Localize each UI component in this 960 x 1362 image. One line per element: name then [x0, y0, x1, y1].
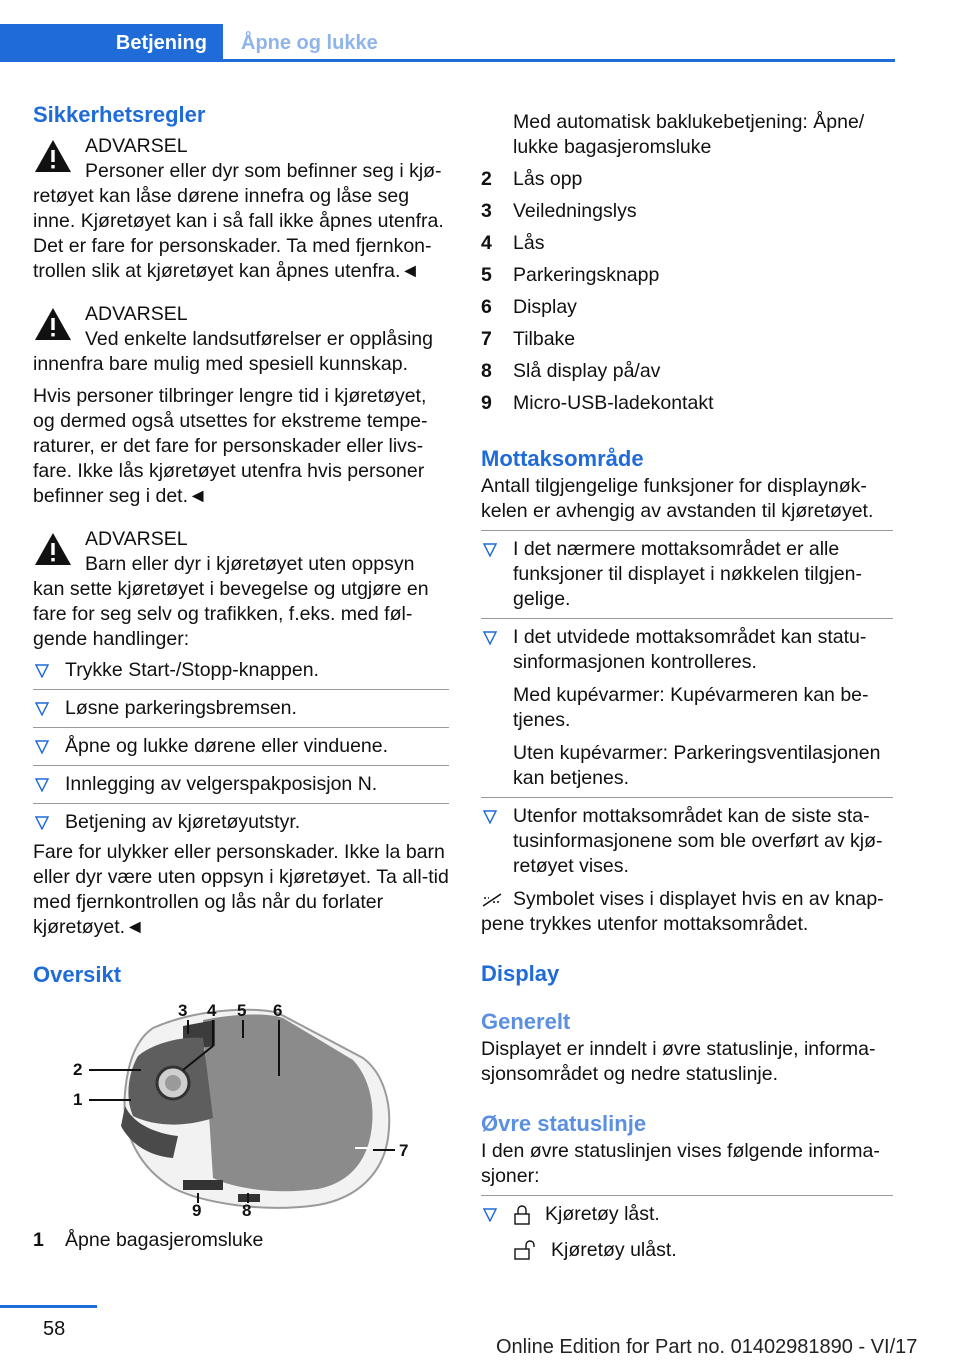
page-number: 58 [43, 1318, 66, 1340]
section-heading-overview: Oversikt [33, 962, 122, 987]
bullet-triangle-icon [483, 631, 497, 645]
warning-triangle-icon [33, 531, 73, 567]
divider [33, 765, 449, 766]
divider [481, 618, 893, 619]
bullet-triangle-icon [35, 740, 49, 754]
section-heading-upper-status: Øvre statuslinje [481, 1111, 647, 1136]
upper-status-text: I den øvre statuslinjen vises følgende informa-sjoner: [481, 1140, 880, 1187]
warning-text: Ved enkelte landsutførelser er opplåsing innenfra bare mulig med spesiell kunnskap. [33, 328, 433, 375]
list-item: I det nærmere mottaksområdet er alle funksjoner til displayet i nøkkelen tilgjen-gelige. [481, 537, 893, 612]
list-item: 6 Display [481, 296, 577, 318]
display-key-figure [33, 998, 449, 1218]
list-item: 5 Parkeringsknapp [481, 264, 660, 286]
list-item: I det utvidede mottaksområdet kan statu-sinformasjonen kontrolleres. Med kupévarmer: Kupévarmeren kan be-tjenes. Uten kupévarmer: Parkeringsventilasjonen kan betjenes. [481, 625, 893, 791]
section-heading-display: Display [481, 961, 560, 986]
list-item: Utenfor mottaksområdet kan de siste sta-tusinformasjonene som ble overført av kjø-retøyet vises. [481, 804, 893, 879]
reception-intro: Antall tilgjengelige funksjoner for displaynøk-kelen er avhengig av avstanden til kjøretøyet. [481, 475, 874, 522]
callout-6: 6 [273, 1001, 283, 1020]
section-heading-reception: Mottaksområde [481, 446, 644, 471]
callout-1: 1 [73, 1090, 83, 1109]
warning-text: Personer eller dyr som befinner seg i kjø-retøyet kan låse dørene innefra og låse seg inne. Kjøretøyet kan i så fall ikke åpnes utenfra. Det er fare for personskader. Ta med fjernkon-trollen slik at kjøretøyet kan åpnes utenfra.◄ [33, 160, 444, 282]
warning-1 [33, 134, 449, 284]
reception-bullets [481, 530, 893, 879]
section-heading-general: Generelt [481, 1009, 571, 1034]
edition-footer: Online Edition for Part no. 01402981890 - VI/17 [496, 1336, 918, 1358]
locked-text: Kjøretøy låst. [545, 1203, 660, 1225]
callout-7: 7 [399, 1141, 409, 1160]
list-item: Løsne parkeringsbremsen. [33, 696, 449, 721]
divider [33, 727, 449, 728]
callout-3: 3 [178, 1001, 188, 1020]
bullet-triangle-icon [35, 664, 49, 678]
symbol-note: Symbolet vises i displayet hvis en av knap-pene trykkes utenfor mottaksområdet. [481, 888, 884, 935]
warning-text-2: Hvis personer tilbringer lengre tid i kjøretøyet, og dermed også utsettes for ekstreme tempe-raturer, er det fare for personskader eller livs-fare. Ikke lås kjøretøyet utenfra hvis personer befinner seg i det.◄ [33, 385, 428, 507]
lock-open-icon [513, 1240, 537, 1260]
general-text: Displayet er inndelt i øvre statuslinje, informa-sjonsområdet og nedre statuslinje. [481, 1038, 876, 1085]
list-item: Trykke Start-/Stopp-knappen. [33, 658, 449, 683]
header-rule [223, 59, 895, 62]
right-column [481, 110, 893, 1263]
list-item: 8 Slå display på/av [481, 360, 661, 382]
lock-closed-icon [513, 1205, 531, 1225]
list-item: 2 Lås opp [481, 168, 583, 190]
list-item: Betjening av kjøretøyutstyr. [33, 810, 449, 835]
list-item-1: 1 Åpne bagasjeromsluke [33, 1229, 264, 1251]
bullet-triangle-icon [35, 816, 49, 830]
callout-2: 2 [73, 1060, 83, 1079]
bullet-triangle-icon [483, 1208, 497, 1222]
upper-status-list [481, 1195, 893, 1263]
unlocked-text: Kjøretøy ulåst. [551, 1238, 677, 1261]
callout-5: 5 [237, 1001, 247, 1020]
section-heading-safety: Sikkerhetsregler [33, 102, 206, 127]
list-item: 9 Micro-USB-ladekontakt [481, 392, 714, 414]
warning-closing: Fare for ulykker eller personskader. Ikke la barn eller dyr være uten oppsyn i kjøretøyet. Ta all-tid med fjernkontrollen og lås når du forlater kjøretøyet.◄ [33, 841, 449, 938]
warning-title: ADVARSEL [85, 528, 188, 550]
out-of-range-icon [481, 892, 503, 908]
divider [33, 803, 449, 804]
divider [481, 1195, 893, 1196]
list-item: 7 Tilbake [481, 328, 576, 350]
list-item: 3 Veiledningslys [481, 200, 637, 222]
item1-continuation: Med automatisk baklukebetjening: Åpne/ lukke bagasjeromsluke [513, 111, 865, 158]
list-item-sub [481, 1238, 893, 1263]
bullet-triangle-icon [483, 810, 497, 824]
callout-4: 4 [207, 1001, 217, 1020]
display-key-illustration [33, 998, 449, 1218]
warning-title: ADVARSEL [85, 135, 188, 157]
warning-title: ADVARSEL [85, 303, 188, 325]
tab-betjening[interactable]: Betjening [0, 24, 223, 62]
warning-2 [33, 302, 449, 509]
bullet-triangle-icon [35, 702, 49, 716]
list-item: 4 Lås [481, 232, 545, 254]
list-item [481, 1202, 893, 1232]
footer-rule [0, 1305, 97, 1308]
divider [481, 797, 893, 798]
callout-9: 9 [192, 1201, 202, 1218]
tab-apne-og-lukke[interactable]: Åpne og lukke [223, 24, 895, 62]
warning-triangle-icon [33, 138, 73, 174]
numbered-list [481, 167, 893, 416]
list-item: Åpne og lukke dørene eller vinduene. [33, 734, 449, 759]
warning-text: Barn eller dyr i kjøretøyet uten oppsyn kan sette kjøretøyet i bevegelse og utgjøre en fare for seg selv og trafikken, f.eks. med føl-gende handlinger: [33, 553, 429, 650]
bullet-triangle-icon [35, 778, 49, 792]
list-item: Innlegging av velgerspakposisjon N. [33, 772, 449, 797]
bullet-triangle-icon [483, 543, 497, 557]
warning-bullet-list [33, 658, 449, 835]
divider [33, 689, 449, 690]
left-column [33, 100, 449, 1253]
warning-triangle-icon [33, 306, 73, 342]
callout-8: 8 [242, 1201, 252, 1218]
warning-3 [33, 527, 449, 940]
page-header [0, 24, 895, 62]
divider [481, 530, 893, 531]
